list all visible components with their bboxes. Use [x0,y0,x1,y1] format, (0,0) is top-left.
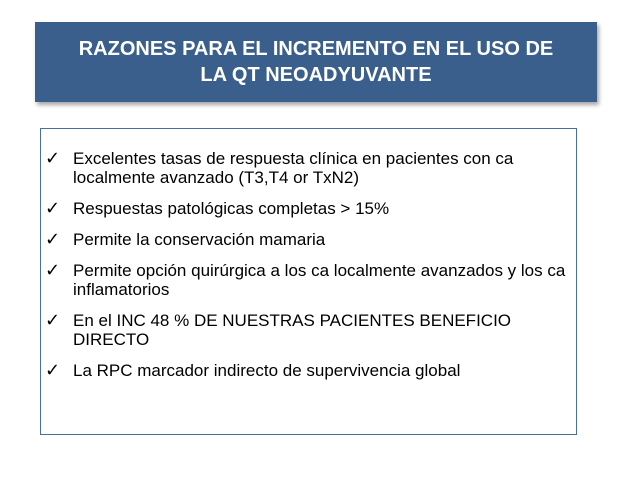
checkmark-icon: ✓ [45,360,61,381]
bullet-text: Respuestas patológicas completas > 15% [73,199,390,218]
bullet-text: Permite opción quirúrgica a los ca localmente avanzados y los ca inflamatorios [73,261,566,299]
slide-title-banner [35,22,597,102]
checkmark-icon: ✓ [45,260,61,281]
checkmark-icon: ✓ [45,229,61,250]
bullet-list [41,149,576,392]
bullet-item [41,311,576,349]
bullet-item [41,361,576,380]
bullet-item [41,261,576,299]
bullet-text: En el INC 48 % DE NUESTRAS PACIENTES BENEFICIO DIRECTO [73,311,512,349]
bullet-text: La RPC marcador indirecto de supervivencia global [73,361,461,380]
bullet-text: Excelentes tasas de respuesta clínica en pacientes con ca localmente avanzado (T3,T4 or TxN2) [73,149,514,187]
checkmark-icon: ✓ [45,148,61,169]
bullet-text: Permite la conservación mamaria [73,230,326,249]
bullet-item [41,199,576,218]
checkmark-icon: ✓ [45,198,61,219]
bullet-item [41,149,576,187]
bullet-item [41,230,576,249]
slide-title: RAZONES PARA EL INCREMENTO EN EL USO DE LA QT NEOADYUVANTE [78,38,554,86]
checkmark-icon: ✓ [45,310,61,331]
bullet-content-box [40,128,577,435]
